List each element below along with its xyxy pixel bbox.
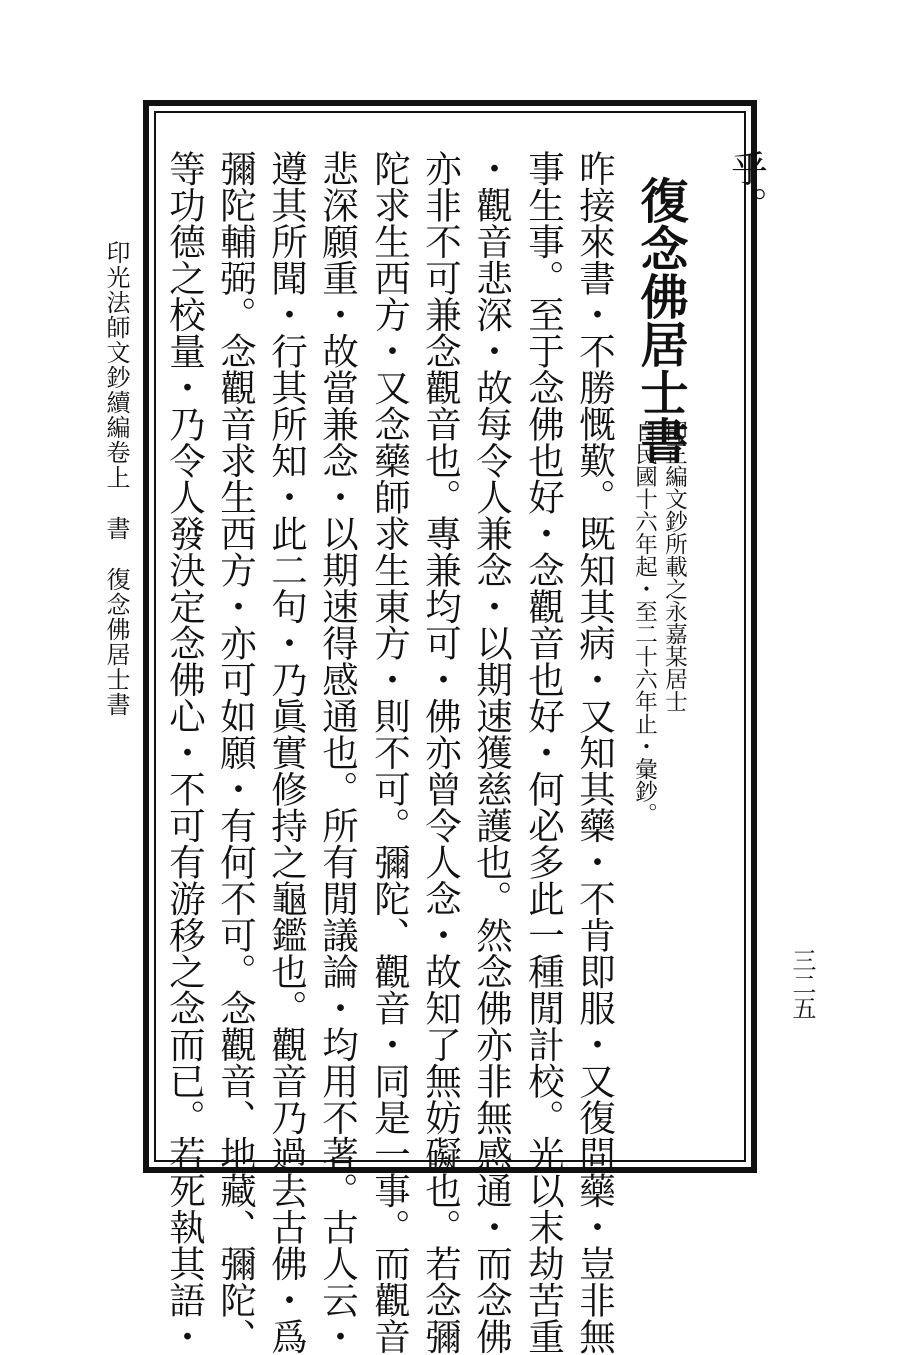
text-column-1: 昨接來書・不勝慨歎。既知其病・又知其藥・不肯即服・又復問藥・豈非無 (573, 150, 617, 1355)
text-column-5: 陀求生西方・又念藥師求生東方・則不可。彌陀、觀音・同是一事。而觀音 (368, 150, 412, 1355)
running-header-chapter: 復念佛居士書 (102, 567, 130, 717)
running-header (104, 240, 128, 717)
text-column-4: 亦非不可兼念觀音也。專兼均可・佛亦曾令人念・故知了無妨礙也。若念彌 (419, 150, 463, 1355)
letter-title: 復念佛居士書 (632, 176, 688, 464)
text-column-2: 事生事。至于念佛也好・念觀音也好・何必多此一種閒計校。光以末劫苦重 (522, 150, 566, 1355)
note-line-2: 自民國十六年起・至二十六年止・彙鈔。 (631, 420, 658, 825)
text-column-9: 等功德之校量・乃令人發決定念佛心・不可有游移之念而已。若死執其語・ (163, 150, 207, 1355)
page-number: 三二五 (788, 948, 816, 1020)
text-column-8: 彌陀輔弼。念觀音求生西方・亦可如願・有何不可。念觀音、地藏、彌陀、 (214, 150, 258, 1355)
text-column-6: 悲深願重・故當兼念・以期速得感通也。所有閒議論・均用不著。古人云・ (316, 150, 360, 1355)
text-column-0: 乎。 (725, 150, 769, 223)
note-line-1: 即正編文鈔所載之永嘉某居士 (661, 420, 688, 713)
text-column-3: ・觀音悲深・故每令人兼念・以期速獲慈護也。然念佛亦非無感通・而念佛 (470, 150, 514, 1355)
running-header-section: 書 (102, 516, 130, 541)
text-column-7: 遵其所聞・行其所知・此二句・乃眞實修持之龜鑑也。觀音乃過去古佛・爲 (265, 150, 309, 1355)
running-header-book: 印光法師文鈔續編卷上 (102, 240, 130, 490)
